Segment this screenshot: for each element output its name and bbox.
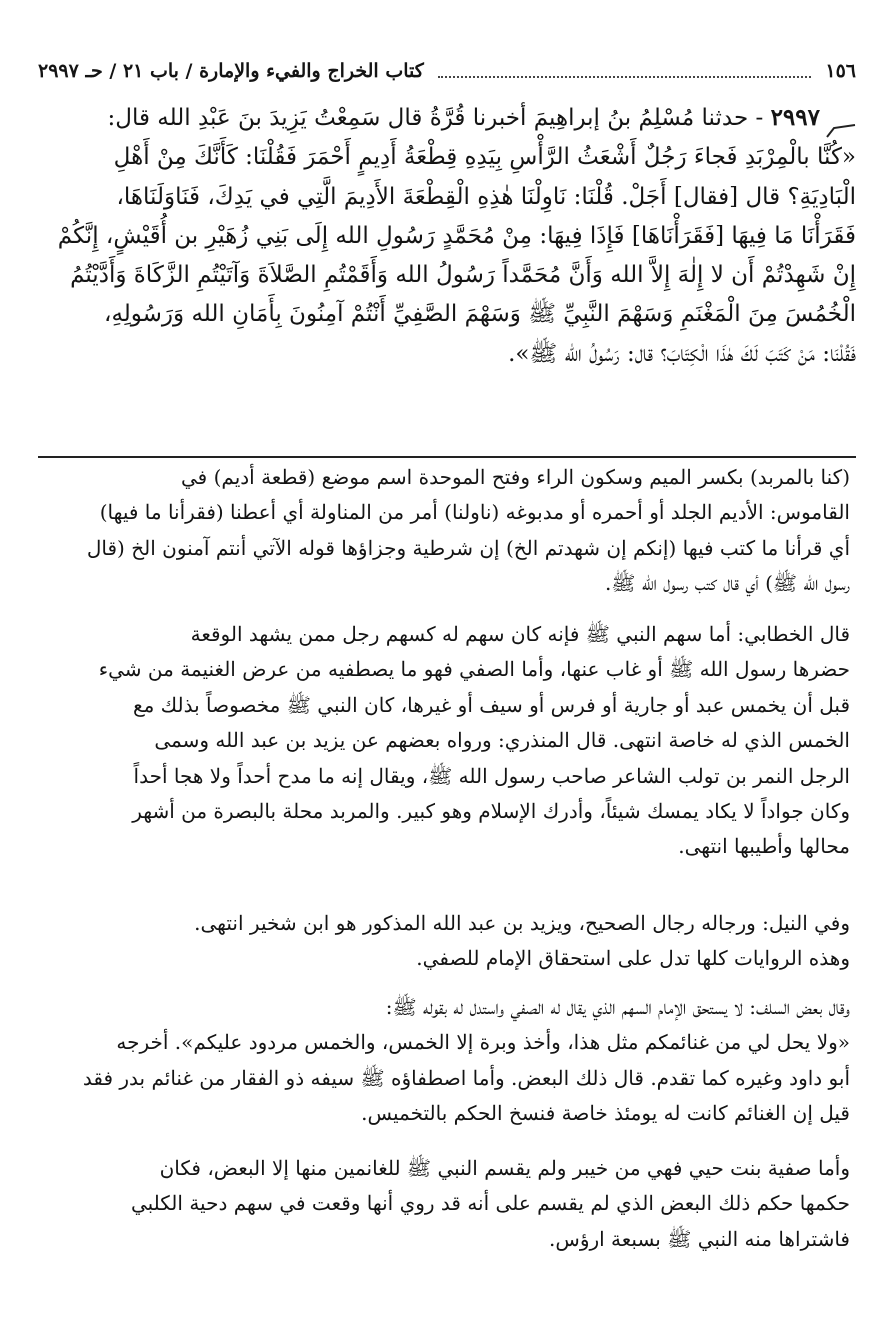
page-number: ١٥٦ xyxy=(825,60,856,82)
commentary-paragraph: (كنا بالمربد) بكسر الميم وسكون الراء وفتح الموحدة اسم موضع (قطعة أديم) في القاموس: الأديم الجلد أو أحمره أو مدبوغه (ناولنا) أمر من المناولة أي أعطنا (فقرأنا ما فيها) أي قرأنا ما كتب فيها (إنكم إن شهدتم الخ) إن شرطية وجزاؤها قوله الآتي أنتم آمنون الخ (قال رسول الله ﷺ) أي قال كتب رسول الله ﷺ. xyxy=(86,465,850,596)
commentary-paragraph: قال الخطابي: أما سهم النبي ﷺ فإنه كان سهم له كسهم رجل ممن يشهد الوقعة حضرها رسول الله ﷺ أو غاب عنها، وأما الصفي فهو ما يصطفيه من عرض الغنيمة من شيء قبل أن يخمس عبد أو جارية أو فرس أو سيف أو غيرها، كان النبي ﷺ مخصوصاً بذلك مع الخمس الذي له خاصة انتهى. قال المنذري: ورواه بعضهم عن يزيد بن عبد الله وسمى الرجل النمر بن تولب الشاعر صاحب رسول الله ﷺ، ويقال إنه ما مدح أحداً ولا هجا أحداً وكان جواداً لا يكاد يمسك شيئاً، وأدرك الإسلام وهو كبير. والمربد محلة بالبصرة من أشهر محالها وأطيبها انتهى. xyxy=(98,622,850,859)
commentary-paragraph: وقال بعض السلف: لا يستحق الإمام السهم الذي يقال له الصفي واستدل له بقوله ﷺ: «ولا يحل لي من غنائمكم مثل هذا، وأخذ وبرة إلا الخمس، والخمس مردود عليكم». أخرجه أبو داود وغيره كما تقدم. قال ذلك البعض. وأما اصطفاؤه ﷺ سيفه ذو الفقار من غنائم بدر فقد قيل إن الغنائم كانت له يومئذ خاصة فنسخ الحكم بالتخميس. xyxy=(82,995,850,1126)
hadith-number: ٢٩٩٧ xyxy=(770,104,820,131)
header-leader-dots xyxy=(438,76,812,78)
running-title: كتاب الخراج والفيء والإمارة / باب ٢١ / حـ ٢٩٩٧ xyxy=(38,60,424,82)
hadith-body: - حدثنا مُسْلِمُ بنُ إبراهِيمَ أخبرنا قُرَّةُ قال سَمِعْتُ يَزِيدَ بنَ عَبْدِ الله قال: «كُنَّا بالْمِرْبَدِ فَجاءَ رَجُلٌ أَشْعَثُ الرَّأْسِ بِيَدِهِ قِطْعَةُ أَدِيمٍ أَحْمَرَ فَقُلْنَا: كَأَنَّكَ مِنْ أَهْلِ الْبَادِيَةِ؟ قال [فقال] أَجَلْ. قُلْنَا: نَاوِلْنَا هٰذِهِ الْقِطْعَةَ الأَدِيمَ الَّتِي في يَدِكَ، فَنَاوَلَنَاهَا، فَقَرَأْنَا مَا فِيهَا [فَقَرَأْنَاهَا] فَإِذَا فِيهَا: مِنْ مُحَمَّدٍ رَسُولِ الله إِلَى بَنِي زُهَيْرِ بن أُقَيْشٍ، إِنَّكُمْ إِنْ شَهِدْتُمْ أَن لا إِلٰهَ إِلاَّ الله وَأَنَّ مُحَمَّداً رَسُولُ الله وَأَقَمْتُمِ الصَّلاَةَ وَآتَيْتُمِ الزَّكَاةَ وَأَدَّيْتُمُ الْخُمُسَ مِنَ الْمَغْنَمِ وَسَهْمَ النَّبِيِّ ﷺ وَسَهْمَ الصَّفِيِّ أَنْتُمْ آمِنُونَ بِأَمَانِ الله وَرَسُولِهِ، فَقُلْنَا: مَنْ كَتَبَ لَكَ هٰذَا الْكِتَابَ؟ قال: رَسُولُ الله ﷺ». xyxy=(57,105,856,367)
hadith-marker-icon xyxy=(826,112,856,126)
page-header xyxy=(38,54,856,88)
section-divider xyxy=(38,456,856,458)
commentary-paragraph: وأما صفية بنت حيي فهي من خيبر ولم يقسم النبي ﷺ للغانمين منها إلا البعض، فكان حكمها حكم ذلك البعض الذي لم يقسم على أنه قد روي أنها وقعت في سهم دحية الكلبي فاشتراها منه النبي ﷺ بسبعة ارؤس. xyxy=(130,1156,850,1251)
commentary-paragraph: وفي النيل: ورجاله رجال الصحيح، ويزيد بن عبد الله المذكور هو ابن شخير انتهى. وهذه الروايات كلها تدل على استحقاق الإمام للصفي. xyxy=(194,911,850,971)
hadith-text xyxy=(38,98,856,374)
